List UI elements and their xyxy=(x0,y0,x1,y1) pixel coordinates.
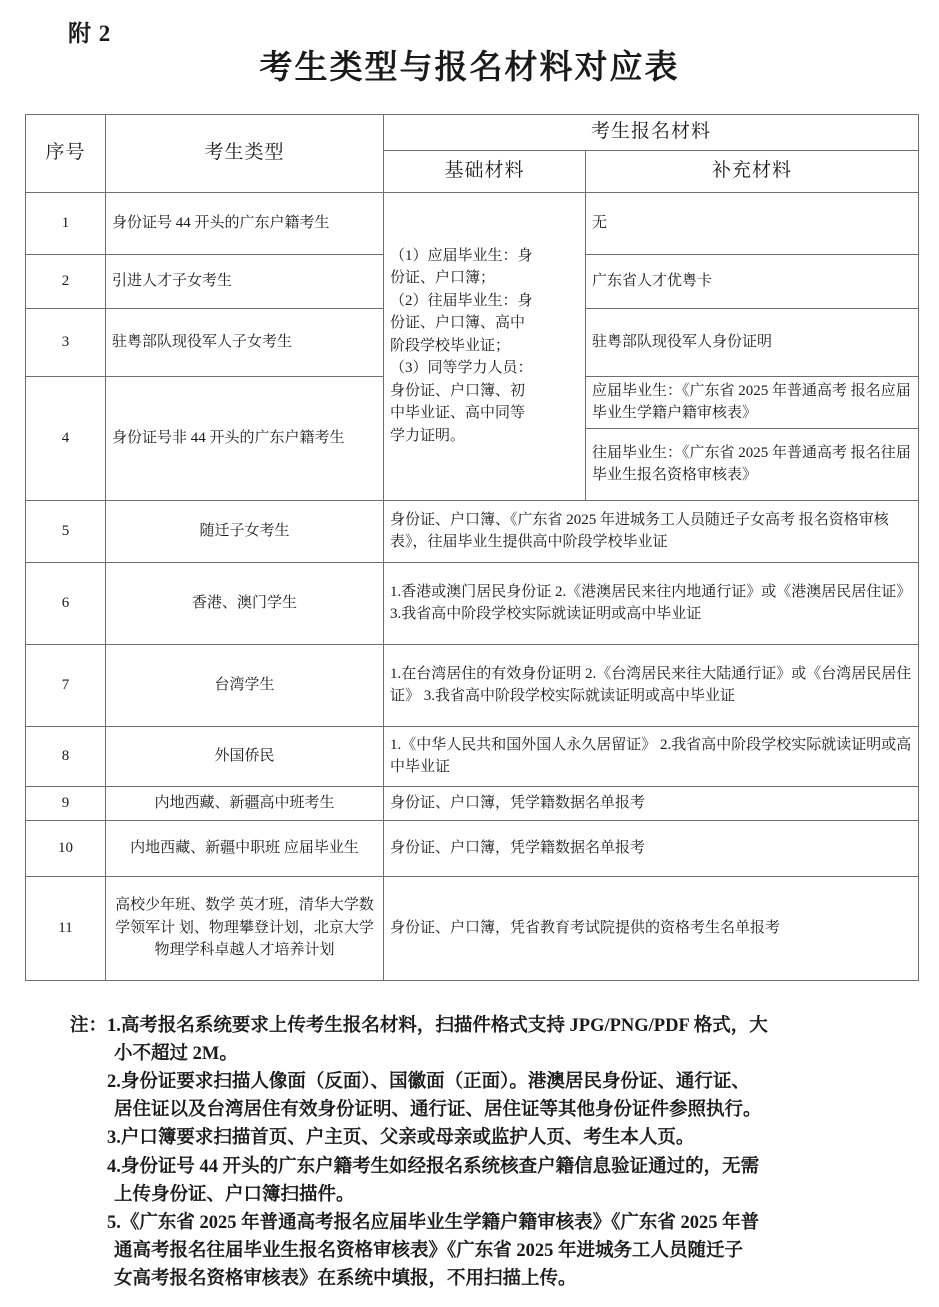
materials-line-2: 2.我省高中阶段学校实际就读证明或高中毕业证 xyxy=(390,736,912,775)
row-no: 4 xyxy=(26,376,106,500)
note-line-3: 女高考报名资格审核表》在系统中填报，不用扫描上传。 xyxy=(114,1268,577,1289)
supp-b-line-1: 往届毕业生：《广东省 2025 年普通高考 xyxy=(592,444,848,461)
row-no: 8 xyxy=(26,726,106,786)
basic-line-5: 阶段学校毕业证； xyxy=(390,337,511,354)
row-no: 2 xyxy=(26,254,106,308)
note-item xyxy=(70,1209,932,1237)
table-header-row-1 xyxy=(26,115,919,151)
materials-line-1: 1.香港或澳门居民身份证 xyxy=(390,583,552,600)
basic-line-4: 份证、户口簿、高中 xyxy=(390,315,526,332)
row-no: 11 xyxy=(26,876,106,980)
note-line-2: 上传身份证、户口簿扫描件。 xyxy=(114,1184,355,1205)
notes-section xyxy=(70,1012,932,1293)
basic-line-8: 中毕业证、高中同等 xyxy=(390,405,526,422)
header-supplementary-materials: 补充材料 xyxy=(586,150,919,192)
row-supplementary-materials: 驻粤部队现役军人身份证明 xyxy=(586,308,919,376)
table-row xyxy=(26,192,919,254)
row-materials xyxy=(384,500,919,562)
attachment-label: 附 2 xyxy=(68,21,112,46)
basic-line-1: （1）应届毕业生：身 xyxy=(390,247,533,264)
materials-line-1: 1.在台湾居住的有效身份证明 xyxy=(390,665,582,682)
basic-line-3: （2）往届毕业生：身 xyxy=(390,292,533,309)
row-materials: 身份证、户口簿，凭省教育考试院提供的资格考生名单报考 xyxy=(384,876,919,980)
header-materials-group: 考生报名材料 xyxy=(384,115,919,151)
notes-label: 注： xyxy=(70,1016,108,1036)
table-head xyxy=(26,115,919,193)
supp-a-line-2: 报名应届毕业生学籍户籍审核表》 xyxy=(592,382,911,421)
note-number: 4. xyxy=(107,1156,121,1177)
page-title: 考生类型与报名材料对应表 xyxy=(259,50,680,86)
note-number: 5. xyxy=(107,1212,121,1233)
table-row xyxy=(26,786,919,820)
row-candidate-type: 引进人才子女考生 xyxy=(106,254,384,308)
note-continuation xyxy=(70,1181,932,1209)
header-no: 序号 xyxy=(26,115,106,193)
row-supplementary-materials: 无 xyxy=(586,192,919,254)
type-line-1: 内地西藏、新疆中职班 xyxy=(130,839,281,856)
note-item xyxy=(70,1153,932,1181)
row-materials xyxy=(384,562,919,644)
note-line-1: 身份证要求扫描人像面（反面）、国徽面（正面）。港澳居民身份证、通行证、 xyxy=(120,1072,750,1093)
row-no: 6 xyxy=(26,562,106,644)
note-line-1: 户口簿要求扫描首页、户主页、父亲或母亲或监护人页、考生本人页。 xyxy=(120,1128,695,1149)
table-row xyxy=(26,820,919,876)
row-candidate-type: 香港、澳门学生 xyxy=(106,562,384,644)
row-no: 1 xyxy=(26,192,106,254)
note-continuation xyxy=(70,1040,932,1068)
row-candidate-type: 随迁子女考生 xyxy=(106,500,384,562)
type-line-1: 高校少年班、数学 xyxy=(115,897,236,914)
note-text xyxy=(121,1153,932,1181)
note-number: 2. xyxy=(107,1072,121,1093)
row-materials xyxy=(384,726,919,786)
candidate-materials-table xyxy=(25,114,919,981)
note-line-2: 居住证以及台湾居住有效身份证明、通行证、居住证等其他身份证件参照执行。 xyxy=(114,1100,762,1121)
materials-line-2: 2.《港澳居民来往内地通行证》或《港澳居民居住证》 xyxy=(555,583,912,600)
row-no: 10 xyxy=(26,820,106,876)
row-candidate-type xyxy=(106,820,384,876)
materials-line-1: 身份证、户口簿、《广东省 2025 年进城务工人员随迁子女高考 xyxy=(390,511,796,528)
type-line-3: 划、物理攀登计划，北京大学 xyxy=(178,919,374,936)
materials-line-2: 2.《台湾居民来往大陆通行证》或《台湾居民居住证》 xyxy=(390,665,912,704)
note-line-2: 通高考报名往届毕业生报名资格审核表》《广东省 2025 年进城务工人员随迁子 xyxy=(114,1240,744,1261)
note-item xyxy=(70,1012,932,1040)
type-line-2: 英才班，清华大学数学领军计 xyxy=(115,897,374,936)
note-text xyxy=(121,1012,932,1040)
note-continuation xyxy=(70,1265,932,1293)
type-line-4: 物理学科卓越人才培养计划 xyxy=(154,942,335,959)
note-text xyxy=(121,1068,932,1096)
row-candidate-type: 外国侨民 xyxy=(106,726,384,786)
row-supplementary-materials: 广东省人才优粤卡 xyxy=(586,254,919,308)
note-text xyxy=(121,1124,932,1152)
note-line-1: 《广东省 2025 年普通高考报名应届毕业生学籍户籍审核表》《广东省 2025 年普 xyxy=(120,1212,760,1233)
type-line-2: 应届毕业生 xyxy=(283,839,359,856)
note-continuation xyxy=(70,1096,932,1124)
table-body xyxy=(26,192,919,980)
row-supplementary-materials-previous xyxy=(586,428,919,500)
note-number: 1. xyxy=(107,1016,121,1036)
note-item xyxy=(70,1068,932,1096)
materials-line-3: 3.我省高中阶段学校实际就读证明或高中毕业证 xyxy=(423,688,736,704)
row-materials xyxy=(384,644,919,726)
header-basic-materials: 基础材料 xyxy=(384,150,586,192)
row-candidate-type: 驻粤部队现役军人子女考生 xyxy=(106,308,384,376)
materials-line-3: 3.我省高中阶段学校实际就读证明或高中毕业证 xyxy=(390,606,702,622)
row-no: 3 xyxy=(26,308,106,376)
row-materials: 身份证、户口簿，凭学籍数据名单报考 xyxy=(384,820,919,876)
supp-a-line-1: 应届毕业生：《广东省 2025 年普通高考 xyxy=(592,382,848,399)
table-row xyxy=(26,562,919,644)
note-line-1: 身份证号 44 开头的广东户籍考生如经报名系统核查户籍信息验证通过的，无需 xyxy=(120,1156,760,1177)
note-number: 3. xyxy=(107,1128,121,1149)
note-line-2: 小不超过 2M。 xyxy=(114,1044,238,1065)
note-line-1: 高考报名系统要求上传考生报名材料，扫描件格式支持 JPG/PNG/PDF 格式，大 xyxy=(120,1016,768,1036)
note-item xyxy=(70,1124,932,1152)
note-text xyxy=(121,1209,932,1237)
table-row xyxy=(26,644,919,726)
table-row xyxy=(26,726,919,786)
row-no: 7 xyxy=(26,644,106,726)
basic-line-7: 身份证、户口簿、初 xyxy=(390,382,526,399)
row-candidate-type: 身份证号 44 开头的广东户籍考生 xyxy=(106,192,384,254)
row-no: 9 xyxy=(26,786,106,820)
materials-table-wrapper xyxy=(25,114,918,981)
table-row xyxy=(26,876,919,980)
row-supplementary-materials-fresh xyxy=(586,376,919,428)
basic-line-2: 份证、户口簿； xyxy=(390,270,496,287)
row-no: 5 xyxy=(26,500,106,562)
row-materials: 身份证、户口簿，凭学籍数据名单报考 xyxy=(384,786,919,820)
basic-line-6: （3）同等学力人员： xyxy=(390,360,533,377)
row-candidate-type: 身份证号非 44 开头的广东户籍考生 xyxy=(106,376,384,500)
materials-line-2: 报名资格审核表》，往届毕业生提供高中阶段学校毕业证 xyxy=(390,511,889,550)
row-candidate-type xyxy=(106,876,384,980)
basic-line-9: 学力证明。 xyxy=(390,427,466,444)
row-candidate-type: 台湾学生 xyxy=(106,644,384,726)
header-candidate-type: 考生类型 xyxy=(106,115,384,193)
note-continuation xyxy=(70,1237,932,1265)
row-candidate-type: 内地西藏、新疆高中班考生 xyxy=(106,786,384,820)
materials-line-1: 1.《中华人民共和国外国人永久居留证》 xyxy=(390,736,657,753)
basic-materials-merged-cell xyxy=(384,192,586,500)
table-row xyxy=(26,500,919,562)
supp-b-line-2: 报名往届毕业生报名资格审核表》 xyxy=(592,444,911,483)
